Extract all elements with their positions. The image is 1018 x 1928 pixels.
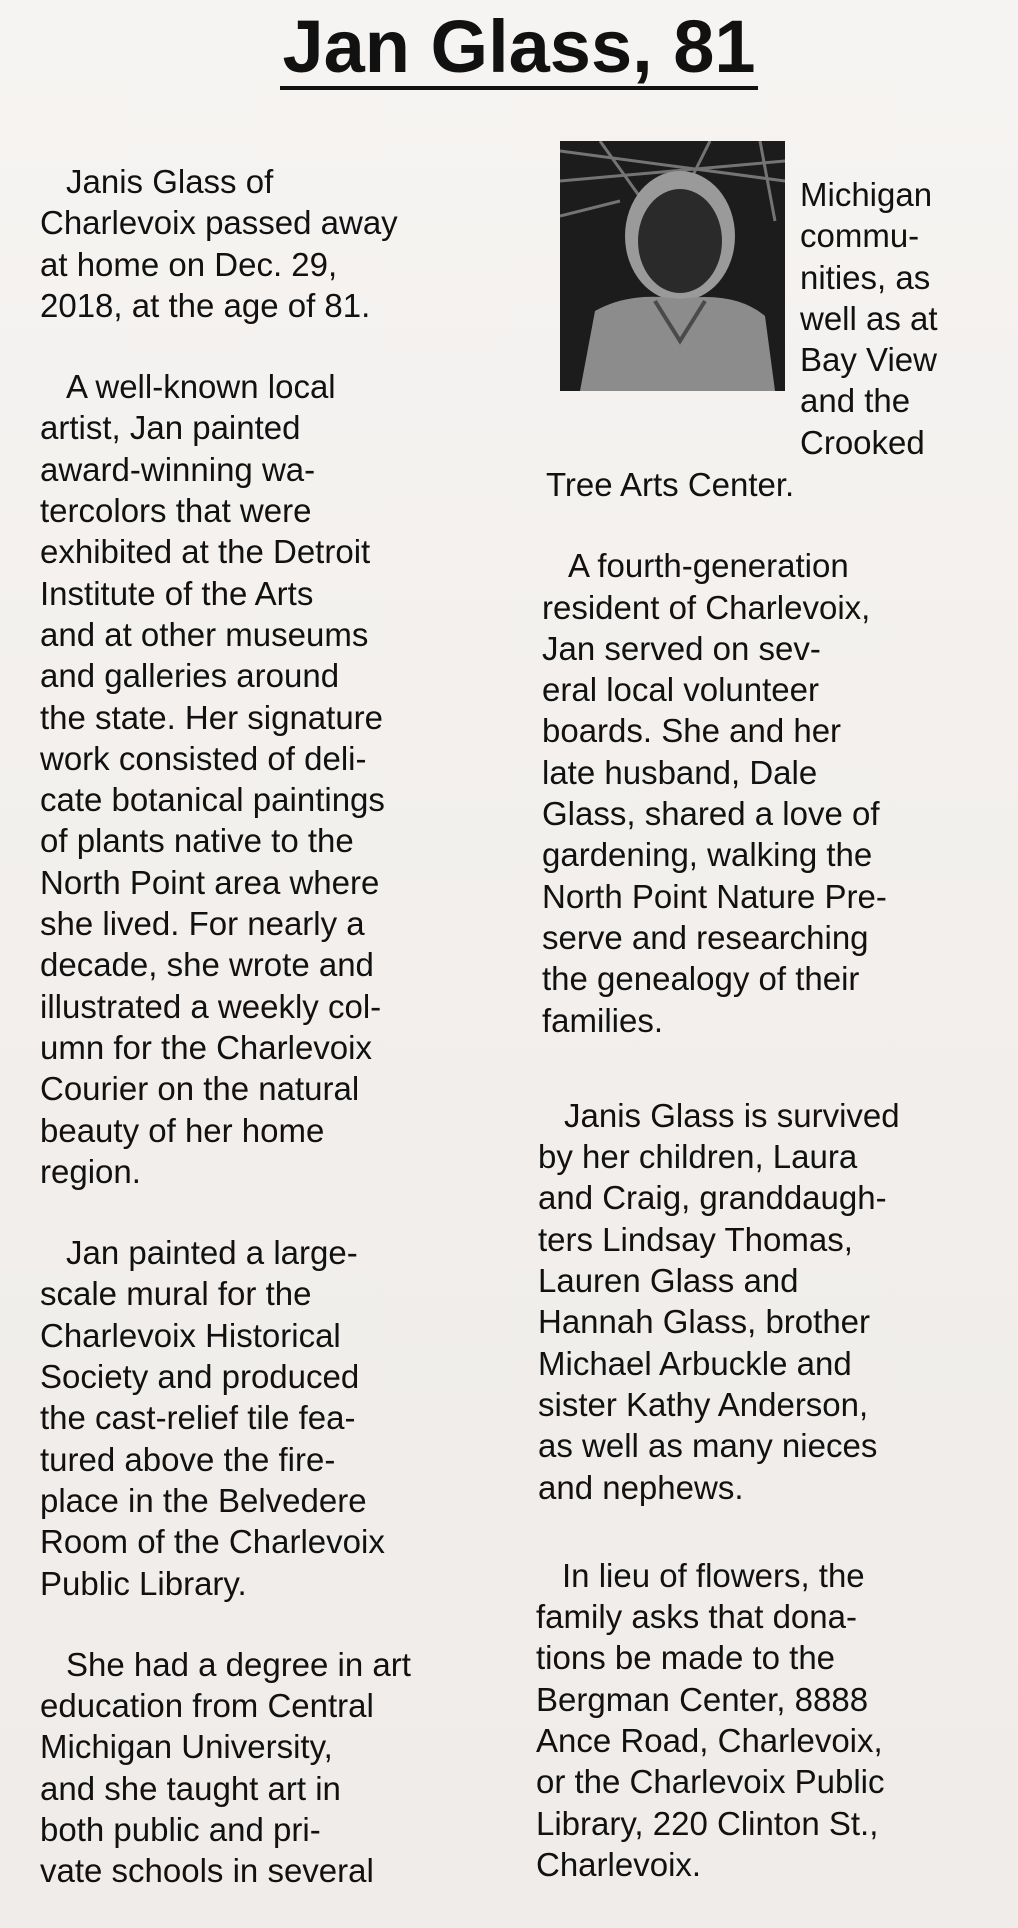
text-line: and nephews.	[538, 1468, 744, 1506]
text-line: commu-	[800, 217, 920, 255]
text-line: the state. Her signature	[40, 698, 384, 736]
text-line: Jan served on sev-	[542, 629, 821, 667]
text-line: serve and researching	[542, 918, 869, 956]
text-line: resident of Charlevoix,	[542, 588, 871, 626]
text-line: Public Library.	[40, 1564, 247, 1602]
headline-text: Jan Glass, 81	[282, 5, 756, 88]
text-line: North Point Nature Pre-	[542, 877, 887, 915]
photo-wrap-text	[800, 174, 938, 463]
text-line: Charlevoix Historical	[40, 1316, 341, 1354]
text-line: family asks that dona-	[536, 1598, 857, 1636]
text-line: ters Lindsay Thomas,	[538, 1220, 853, 1258]
text-line: A fourth-generation	[568, 547, 849, 585]
text-line: Glass, shared a love of	[542, 795, 880, 833]
text-line: region.	[40, 1152, 141, 1190]
text-line: Michigan	[800, 176, 933, 213]
text-line: Charlevoix passed away	[40, 204, 398, 242]
text-line: Room of the Charlevoix	[40, 1523, 385, 1561]
text-line: Courier on the natural	[40, 1070, 360, 1108]
left-paragraph-3	[40, 1232, 510, 1604]
text-line: In lieu of flowers, the	[562, 1556, 865, 1594]
text-line: by her children, Laura	[538, 1138, 858, 1176]
text-line: the genealogy of their	[542, 960, 860, 998]
text-line: 2018, at the age of 81.	[40, 286, 371, 324]
text-line: and she taught art in	[40, 1769, 341, 1807]
text-line: Michigan University,	[40, 1728, 333, 1766]
text-line: Bergman Center, 8888	[536, 1680, 869, 1718]
right-paragraph-1-tail	[546, 464, 1016, 505]
text-line: Janis Glass of	[66, 163, 274, 200]
text-line: decade, she wrote and	[40, 946, 374, 984]
text-line: beauty of her home	[40, 1111, 325, 1149]
text-line: the cast-relief tile fea-	[40, 1399, 356, 1437]
text-line: Institute of the Arts	[40, 574, 314, 612]
text-line: as well as many nieces	[538, 1427, 878, 1465]
text-line: and galleries around	[40, 657, 340, 695]
text-line: and at other museums	[40, 615, 369, 653]
text-line: Janis Glass is survived	[564, 1096, 900, 1134]
text-line: Charlevoix.	[536, 1845, 702, 1883]
text-line: late husband, Dale	[542, 753, 818, 791]
text-line: both public and pri-	[40, 1810, 321, 1848]
right-paragraph-2	[542, 545, 1016, 1041]
text-line: tercolors that were	[40, 492, 312, 530]
text-line: vate schools in several	[40, 1852, 374, 1890]
text-line: Bay View	[800, 341, 937, 379]
text-line: Lauren Glass and	[538, 1262, 799, 1300]
text-line: education from Central	[40, 1687, 374, 1725]
text-line: and Craig, granddaugh-	[538, 1179, 887, 1217]
text-line: Michael Arbuckle and	[538, 1344, 852, 1382]
text-line: gardening, walking the	[542, 836, 873, 874]
text-line: award-winning wa-	[40, 450, 316, 488]
text-line: boards. She and her	[542, 712, 842, 750]
text-line: Tree Arts Center.	[546, 466, 795, 503]
text-line: Jan painted a large-	[66, 1234, 358, 1272]
text-line: of plants native to the	[40, 822, 354, 860]
text-line: exhibited at the Detroit	[40, 533, 371, 571]
text-line: illustrated a weekly col-	[40, 987, 382, 1025]
text-line: She had a degree in art	[66, 1645, 411, 1683]
right-paragraph-3	[538, 1095, 1016, 1508]
text-line: North Point area where	[40, 863, 380, 901]
left-paragraph-2	[40, 366, 510, 1192]
text-line: Library, 220 Clinton St.,	[536, 1804, 879, 1842]
text-line: artist, Jan painted	[40, 409, 301, 447]
text-line: families.	[542, 1001, 664, 1039]
text-line: she lived. For nearly a	[40, 905, 365, 943]
text-line: cate botanical paintings	[40, 781, 385, 819]
text-line: sister Kathy Anderson,	[538, 1385, 869, 1423]
text-line: and the	[800, 382, 911, 420]
text-line: Society and produced	[40, 1358, 360, 1396]
text-line: Hannah Glass, brother	[538, 1303, 871, 1341]
portrait-photo	[560, 141, 785, 391]
text-line: or the Charlevoix Public	[536, 1763, 885, 1801]
text-line: Crooked	[800, 423, 925, 461]
portrait-image	[560, 141, 785, 391]
obituary-headline	[0, 4, 1018, 90]
right-paragraph-4	[536, 1555, 1016, 1885]
text-line: eral local volunteer	[542, 671, 819, 709]
text-line: tured above the fire-	[40, 1440, 336, 1478]
text-line: umn for the Charlevoix	[40, 1028, 372, 1066]
right-column	[536, 464, 1016, 1885]
text-line: scale mural for the	[40, 1275, 312, 1313]
left-paragraph-4	[40, 1644, 510, 1892]
text-line: well as at	[800, 299, 938, 337]
text-line: A well-known local	[66, 368, 336, 406]
text-line: work consisted of deli-	[40, 739, 367, 777]
left-paragraph-1	[40, 161, 510, 326]
text-line: Ance Road, Charlevoix,	[536, 1722, 883, 1760]
text-line: nities, as	[800, 258, 931, 296]
left-column	[40, 161, 510, 1892]
text-line: tions be made to the	[536, 1639, 836, 1677]
text-line: place in the Belvedere	[40, 1481, 367, 1519]
text-line: at home on Dec. 29,	[40, 245, 338, 283]
